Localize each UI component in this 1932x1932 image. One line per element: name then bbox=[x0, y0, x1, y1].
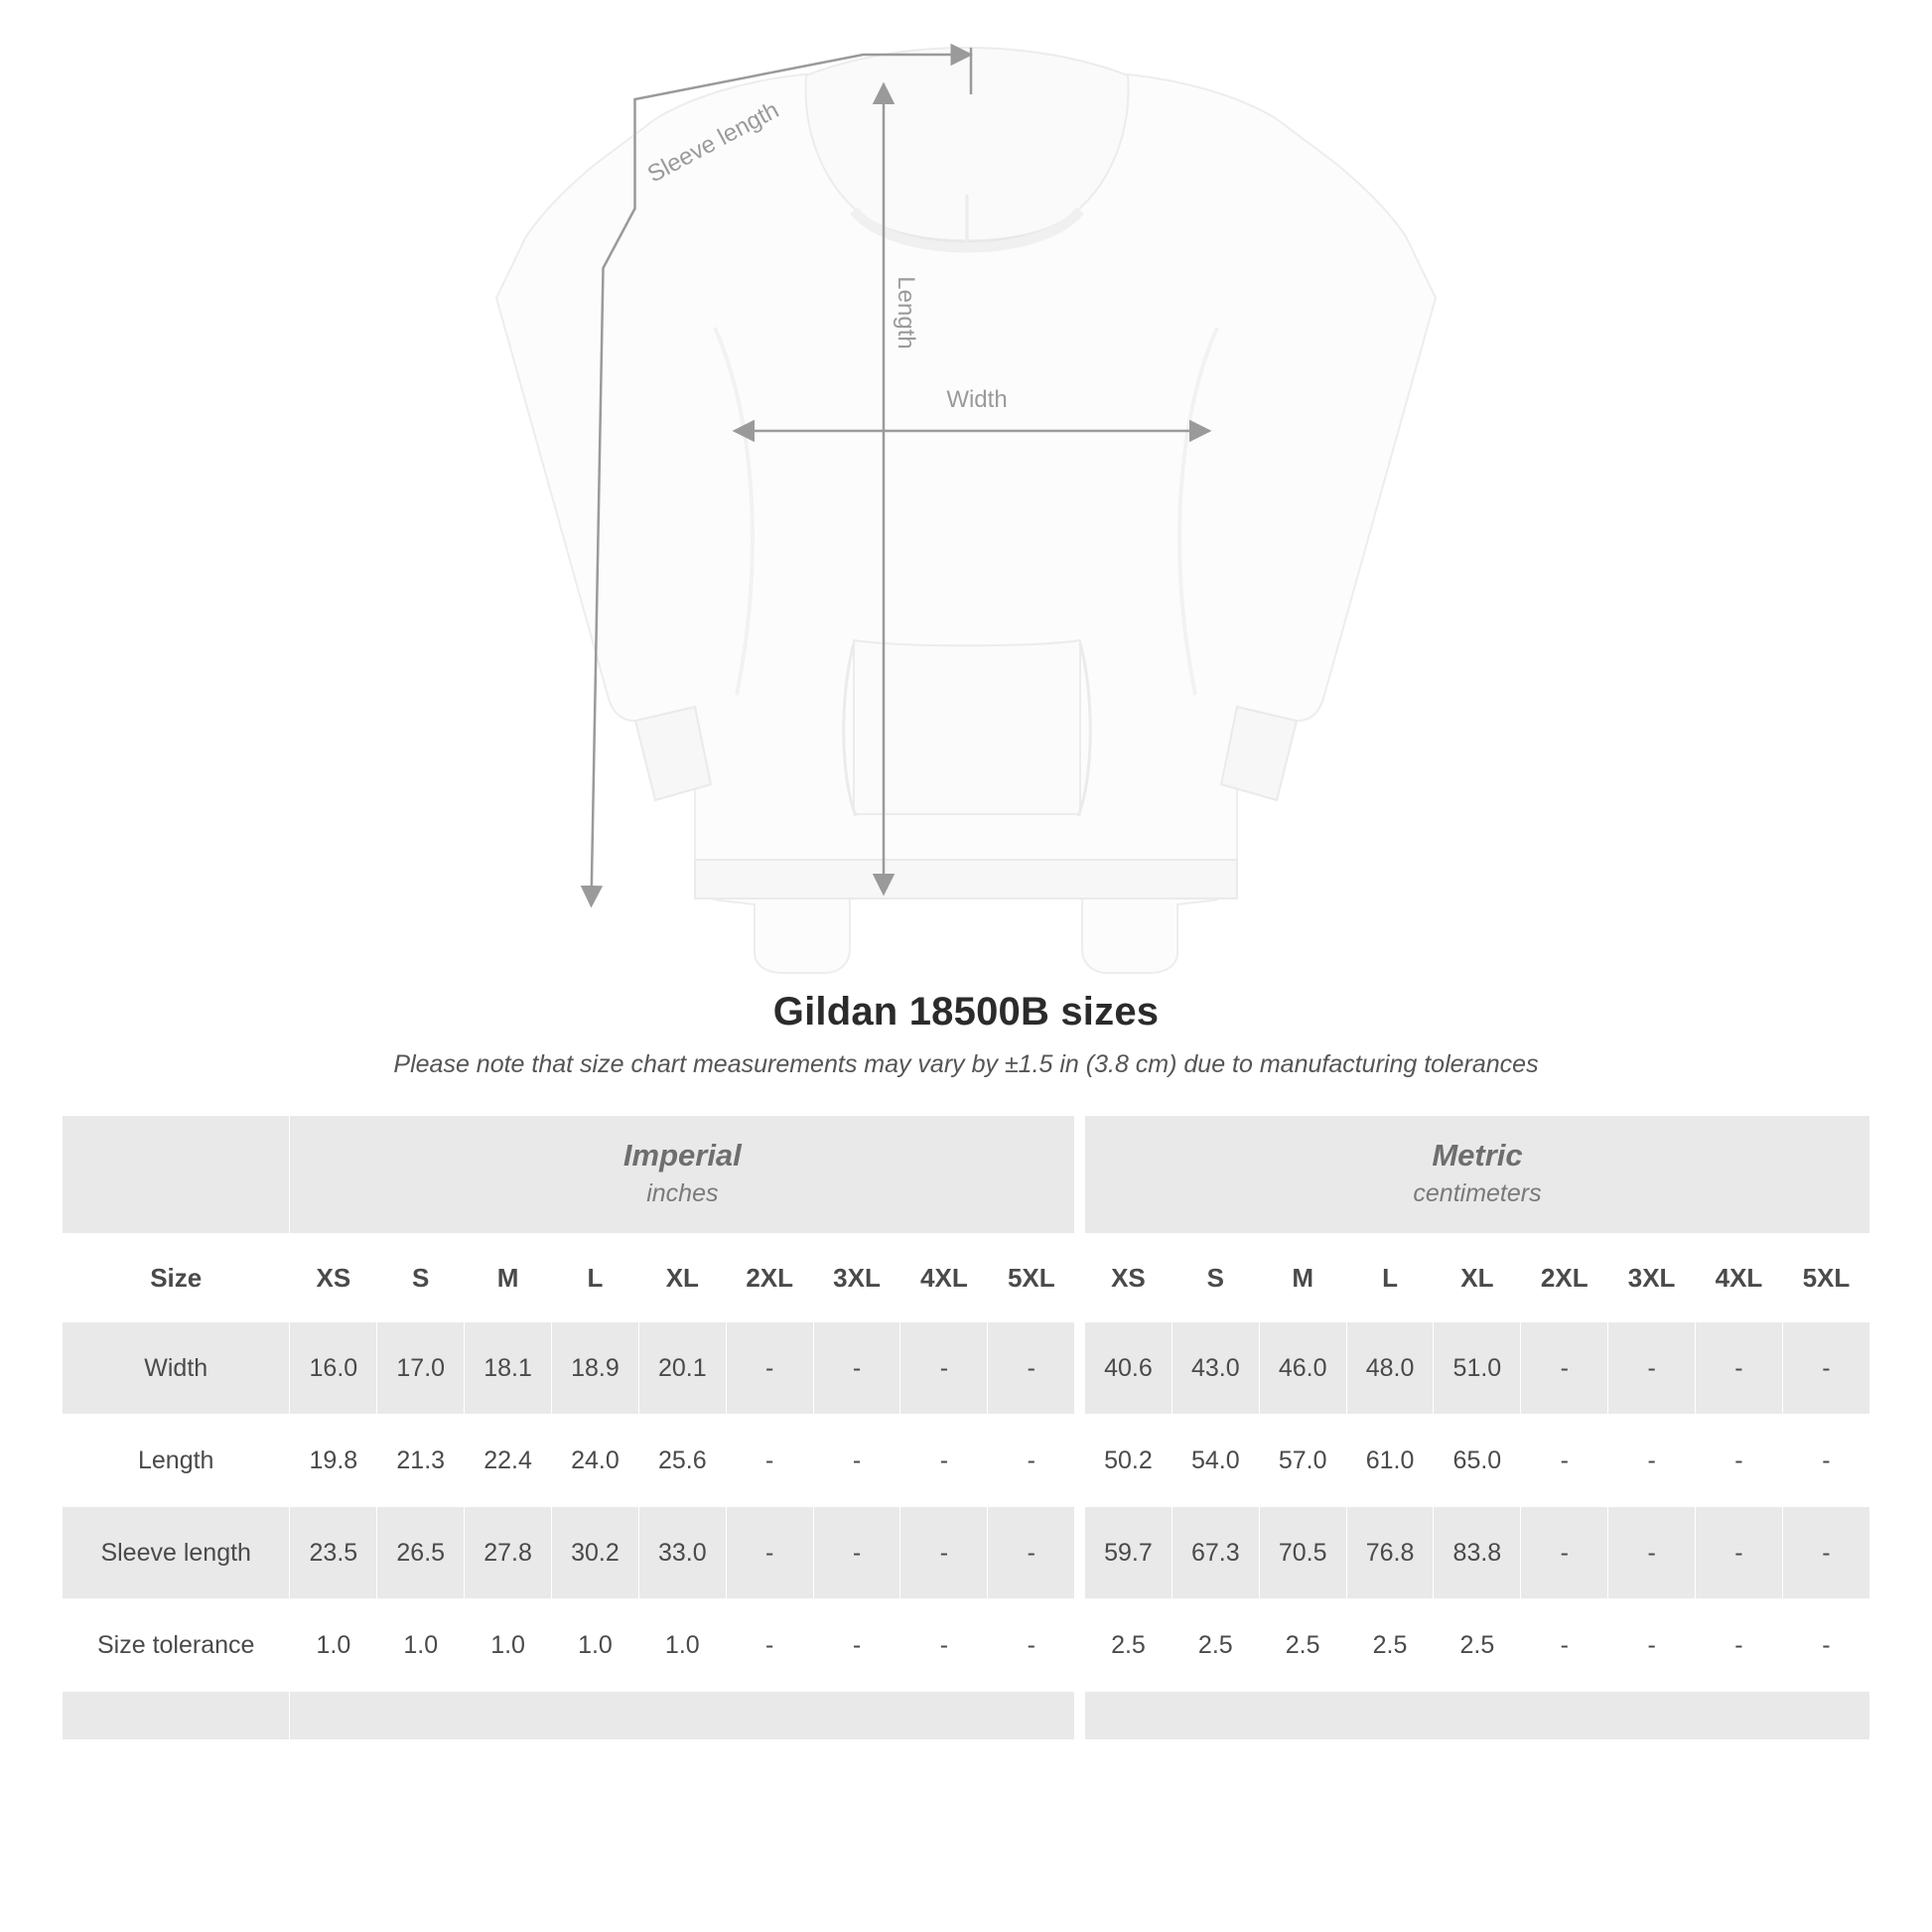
row-label-sleeve-length: Sleeve length bbox=[63, 1507, 290, 1599]
header-imperial-l: L bbox=[552, 1234, 639, 1322]
cell: 21.3 bbox=[377, 1415, 465, 1507]
header-imperial-5xl: 5XL bbox=[988, 1234, 1075, 1322]
cell: - bbox=[1782, 1599, 1869, 1692]
cell: - bbox=[1782, 1415, 1869, 1507]
unit-imperial-name: Imperial bbox=[622, 1137, 742, 1173]
cell: - bbox=[1782, 1322, 1869, 1415]
header-imperial-2xl: 2XL bbox=[726, 1234, 813, 1322]
header-imperial-m: M bbox=[465, 1234, 552, 1322]
cell: 51.0 bbox=[1434, 1322, 1521, 1415]
cell: - bbox=[988, 1415, 1075, 1507]
cell: 70.5 bbox=[1259, 1507, 1346, 1599]
header-imperial-s: S bbox=[377, 1234, 465, 1322]
cell: - bbox=[813, 1507, 900, 1599]
header-metric-5xl: 5XL bbox=[1782, 1234, 1869, 1322]
length-label: Length bbox=[893, 276, 919, 349]
cell: - bbox=[1521, 1322, 1608, 1415]
cell: 33.0 bbox=[638, 1507, 726, 1599]
row-label-length: Length bbox=[63, 1415, 290, 1507]
cell: - bbox=[988, 1322, 1075, 1415]
cell: - bbox=[1521, 1507, 1608, 1599]
unit-imperial-cell bbox=[290, 1116, 1075, 1234]
cell: 2.5 bbox=[1172, 1599, 1259, 1692]
cell: 20.1 bbox=[638, 1322, 726, 1415]
table-row bbox=[63, 1415, 1870, 1507]
cell: 65.0 bbox=[1434, 1415, 1521, 1507]
row-separator bbox=[1075, 1599, 1085, 1692]
cell: 2.5 bbox=[1085, 1599, 1173, 1692]
cell: 48.0 bbox=[1346, 1322, 1434, 1415]
unit-header-row bbox=[63, 1116, 1870, 1234]
cell: 61.0 bbox=[1346, 1415, 1434, 1507]
cell: 19.8 bbox=[290, 1415, 377, 1507]
cell: - bbox=[1696, 1415, 1783, 1507]
unit-metric-cell bbox=[1085, 1116, 1870, 1234]
cell: - bbox=[1521, 1415, 1608, 1507]
cell: - bbox=[1608, 1599, 1696, 1692]
cell: 1.0 bbox=[465, 1599, 552, 1692]
cell: 16.0 bbox=[290, 1322, 377, 1415]
cell: 43.0 bbox=[1172, 1322, 1259, 1415]
header-metric-l: L bbox=[1346, 1234, 1434, 1322]
width-label: Width bbox=[946, 386, 1008, 413]
cell: 25.6 bbox=[638, 1415, 726, 1507]
cell: 18.9 bbox=[552, 1322, 639, 1415]
cell: 57.0 bbox=[1259, 1415, 1346, 1507]
cell: 2.5 bbox=[1346, 1599, 1434, 1692]
table-row bbox=[63, 1599, 1870, 1692]
cell: 18.1 bbox=[465, 1322, 552, 1415]
cell: 27.8 bbox=[465, 1507, 552, 1599]
cell: 1.0 bbox=[377, 1599, 465, 1692]
table-row bbox=[63, 1507, 1870, 1599]
cell: 30.2 bbox=[552, 1507, 639, 1599]
unit-metric-name: Metric bbox=[1432, 1137, 1523, 1173]
header-imperial-xs: XS bbox=[290, 1234, 377, 1322]
cell: - bbox=[1782, 1507, 1869, 1599]
cell: - bbox=[900, 1415, 988, 1507]
cell: - bbox=[813, 1415, 900, 1507]
cell: - bbox=[988, 1599, 1075, 1692]
cell: - bbox=[988, 1507, 1075, 1599]
header-imperial-4xl: 4XL bbox=[900, 1234, 988, 1322]
footer-cell bbox=[1085, 1692, 1870, 1740]
header-size-label: Size bbox=[63, 1234, 290, 1322]
cell: - bbox=[1608, 1415, 1696, 1507]
cell: 22.4 bbox=[465, 1415, 552, 1507]
footer-cell bbox=[290, 1692, 1075, 1740]
cell: 23.5 bbox=[290, 1507, 377, 1599]
cell: 54.0 bbox=[1172, 1415, 1259, 1507]
cell: - bbox=[1696, 1322, 1783, 1415]
cell: - bbox=[813, 1599, 900, 1692]
sleeve-length-label: Sleeve length bbox=[642, 96, 784, 189]
cell: - bbox=[900, 1507, 988, 1599]
cell: 83.8 bbox=[1434, 1507, 1521, 1599]
row-label-width: Width bbox=[63, 1322, 290, 1415]
header-metric-2xl: 2XL bbox=[1521, 1234, 1608, 1322]
page-title: Gildan 18500B sizes bbox=[772, 990, 1160, 1034]
cell: - bbox=[726, 1322, 813, 1415]
row-separator bbox=[1075, 1415, 1085, 1507]
cell: 26.5 bbox=[377, 1507, 465, 1599]
header-metric-s: S bbox=[1172, 1234, 1259, 1322]
cell: 2.5 bbox=[1434, 1599, 1521, 1692]
cell: - bbox=[726, 1415, 813, 1507]
cell: 40.6 bbox=[1085, 1322, 1173, 1415]
size-table-wrapper bbox=[62, 1115, 1870, 1740]
cell: 76.8 bbox=[1346, 1507, 1434, 1599]
unit-separator bbox=[1075, 1116, 1085, 1234]
cell: - bbox=[1608, 1322, 1696, 1415]
unit-metric-sub: centimeters bbox=[1413, 1178, 1542, 1207]
header-separator bbox=[1075, 1234, 1085, 1322]
cell: - bbox=[1608, 1507, 1696, 1599]
table-footer-strip bbox=[63, 1692, 1870, 1740]
table-row bbox=[63, 1322, 1870, 1415]
cell: - bbox=[813, 1322, 900, 1415]
cell: - bbox=[900, 1322, 988, 1415]
header-metric-xs: XS bbox=[1085, 1234, 1173, 1322]
row-separator bbox=[1075, 1322, 1085, 1415]
cell: 46.0 bbox=[1259, 1322, 1346, 1415]
tolerance-note: Please note that size chart measurements may vary by ±1.5 in (3.8 cm) due to manufacturing tolerances bbox=[393, 1050, 1539, 1078]
row-separator bbox=[1075, 1507, 1085, 1599]
cell: - bbox=[1521, 1599, 1608, 1692]
cell: - bbox=[726, 1599, 813, 1692]
cell: 1.0 bbox=[290, 1599, 377, 1692]
header-imperial-3xl: 3XL bbox=[813, 1234, 900, 1322]
cell: - bbox=[1696, 1599, 1783, 1692]
unit-imperial-sub: inches bbox=[646, 1178, 719, 1207]
hoodie-shape bbox=[496, 48, 1436, 973]
row-label-size-tolerance: Size tolerance bbox=[63, 1599, 290, 1692]
header-metric-3xl: 3XL bbox=[1608, 1234, 1696, 1322]
unit-corner-cell bbox=[63, 1116, 290, 1234]
cell: 67.3 bbox=[1172, 1507, 1259, 1599]
header-metric-xl: XL bbox=[1434, 1234, 1521, 1322]
header-metric-m: M bbox=[1259, 1234, 1346, 1322]
size-header-row bbox=[63, 1234, 1870, 1322]
size-table bbox=[62, 1115, 1870, 1740]
header-metric-4xl: 4XL bbox=[1696, 1234, 1783, 1322]
cell: 2.5 bbox=[1259, 1599, 1346, 1692]
cell: - bbox=[900, 1599, 988, 1692]
header-imperial-xl: XL bbox=[638, 1234, 726, 1322]
cell: - bbox=[1696, 1507, 1783, 1599]
cell: 50.2 bbox=[1085, 1415, 1173, 1507]
cell: - bbox=[726, 1507, 813, 1599]
cell: 59.7 bbox=[1085, 1507, 1173, 1599]
footer-separator bbox=[1075, 1692, 1085, 1740]
cell: 17.0 bbox=[377, 1322, 465, 1415]
cell: 24.0 bbox=[552, 1415, 639, 1507]
footer-cell bbox=[63, 1692, 290, 1740]
cell: 1.0 bbox=[552, 1599, 639, 1692]
title-block bbox=[0, 990, 1932, 1079]
cell: 1.0 bbox=[638, 1599, 726, 1692]
